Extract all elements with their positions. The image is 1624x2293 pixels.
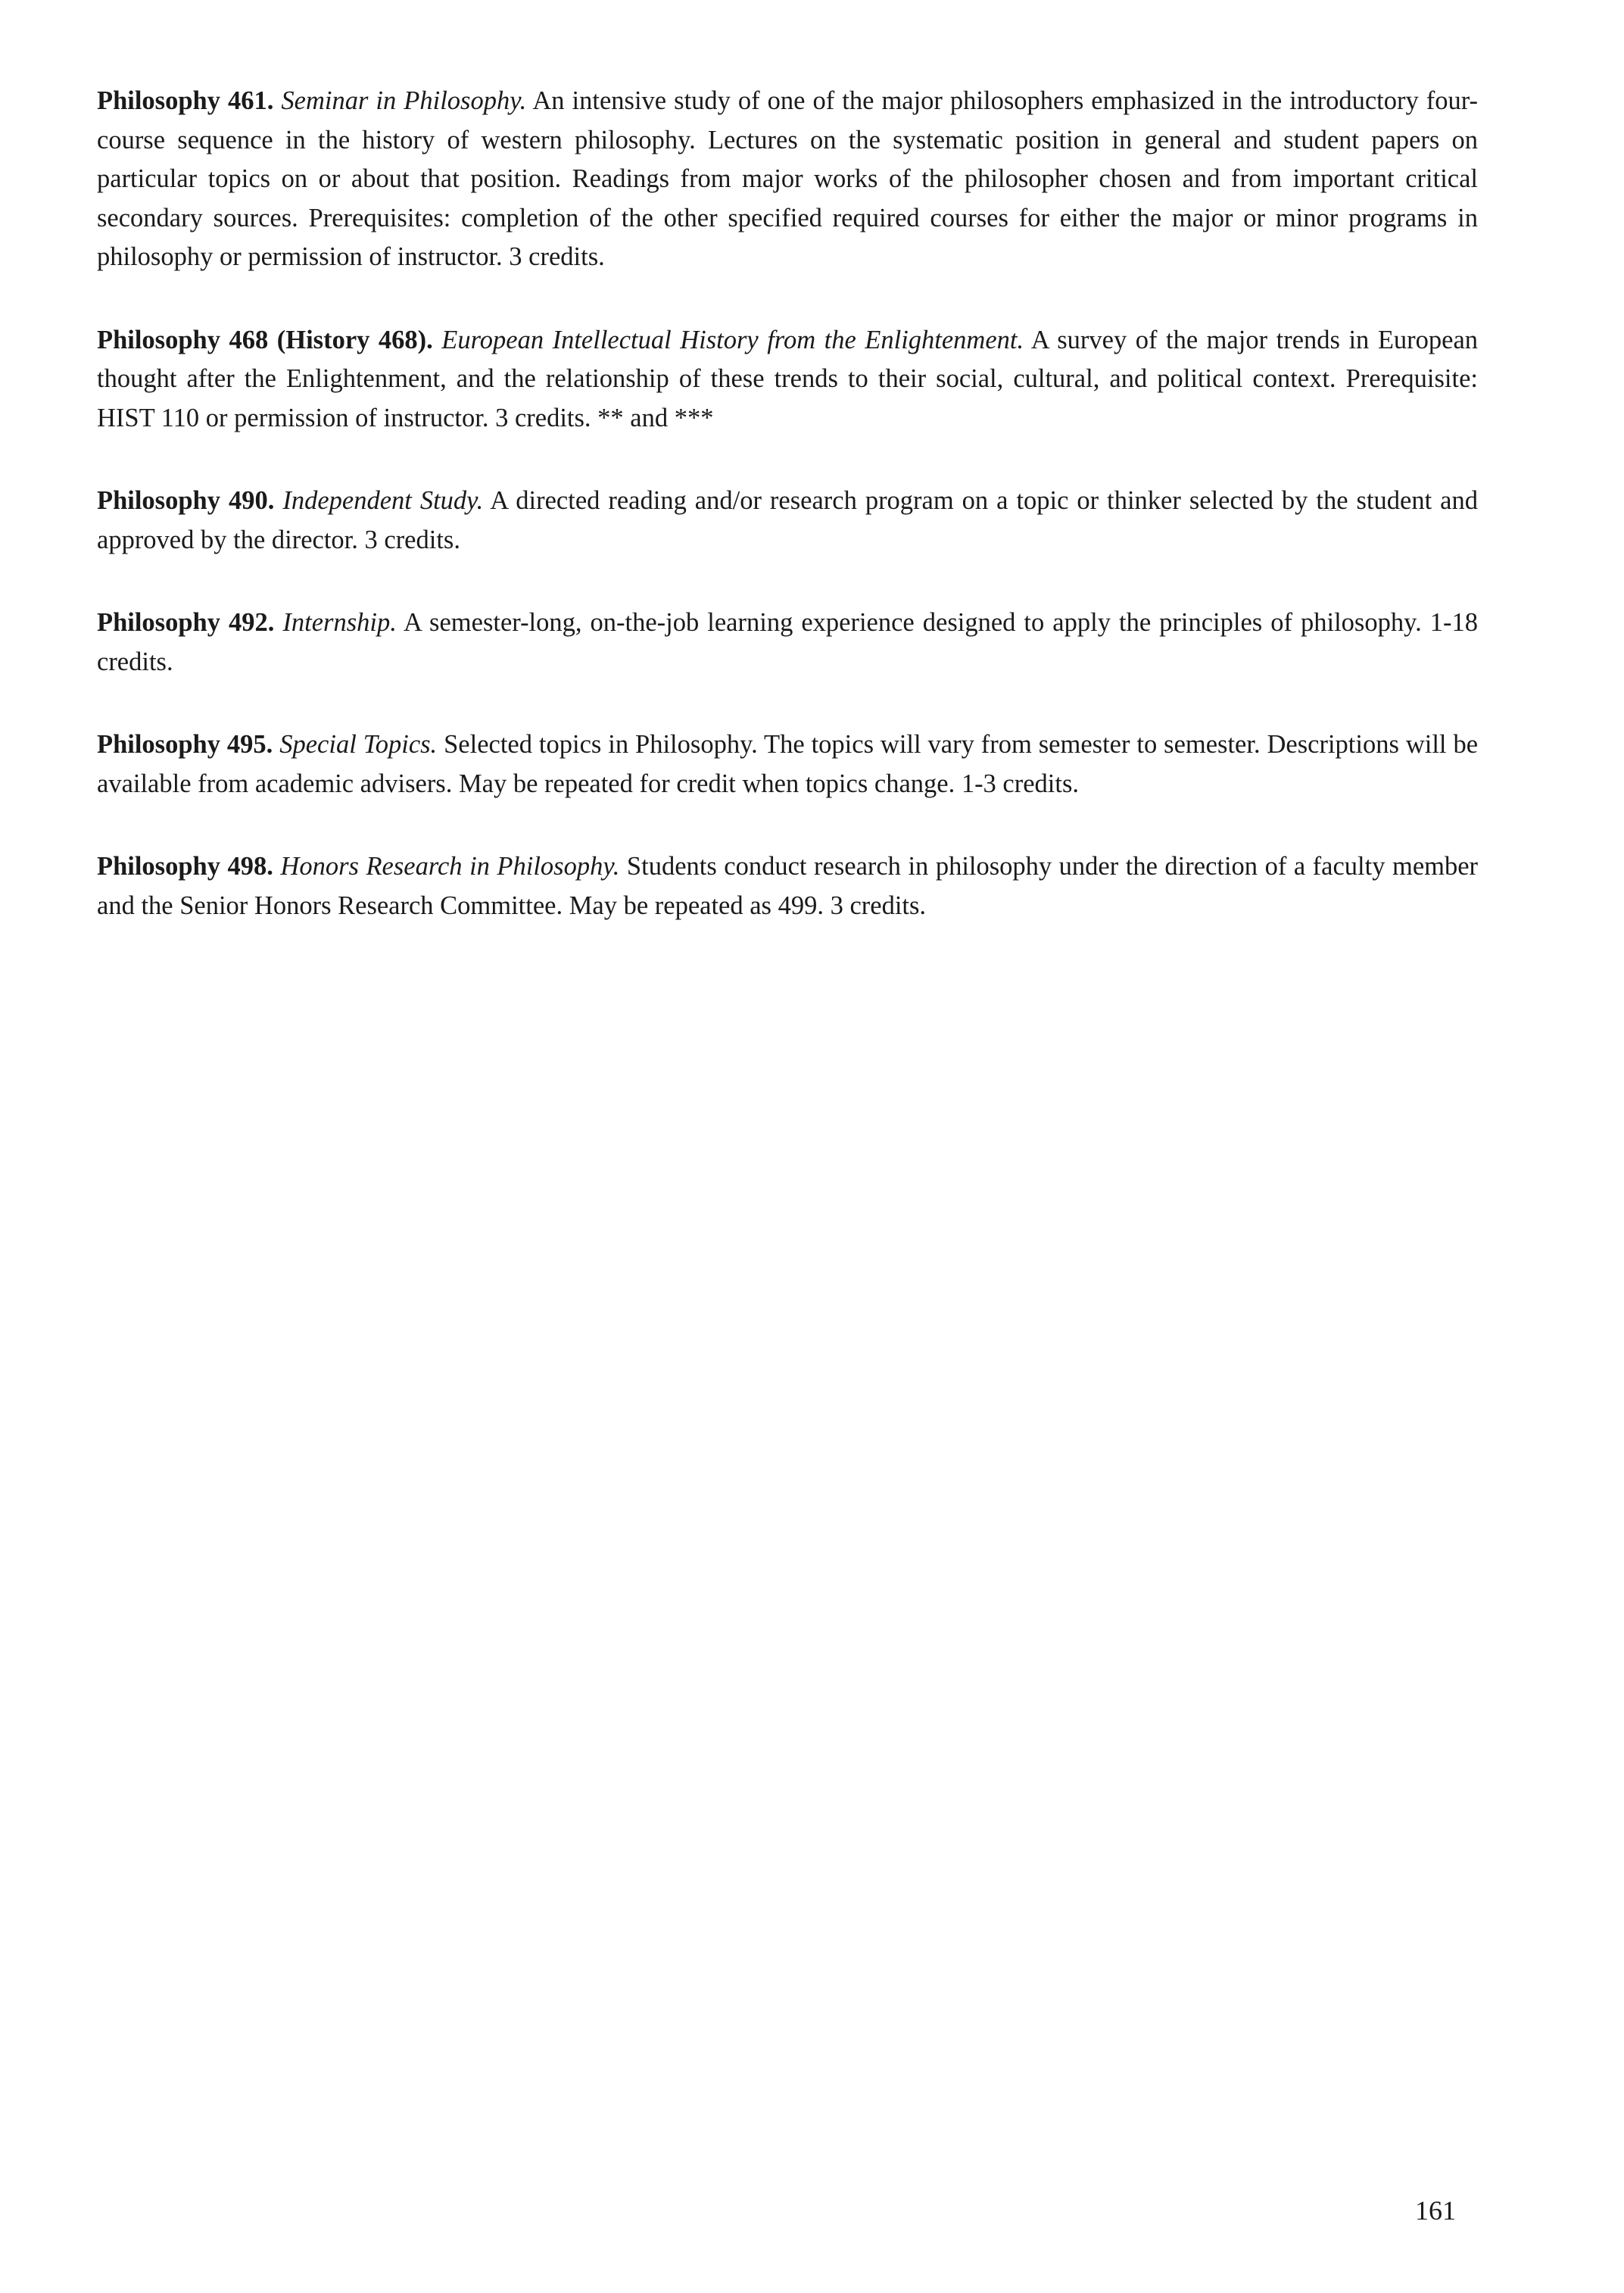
course-entry-490 bbox=[97, 482, 1478, 560]
course-title: European Intellectual History from the Enlightenment. bbox=[441, 325, 1024, 354]
course-description: A semester-long, on-the-job learning experience designed to apply the principles of philosophy. 1-18 credits. bbox=[97, 608, 1479, 676]
course-description: A directed reading and/or research program on a topic or thinker selected by the student and approved by the director. 3 credits. bbox=[97, 486, 1478, 554]
course-description: Students conduct research in philosophy under the direction of a faculty member and the Senior Honors Research Committee. May be repeated as 499. 3 credits. bbox=[97, 852, 1479, 920]
page-number: 161 bbox=[1415, 2195, 1456, 2226]
course-description: Selected topics in Philosophy. The topics will vary from semester to semester. Descriptions will be available from academic advisers. May be repeated for credit when topics change. 1-3 credits. bbox=[97, 730, 1479, 798]
course-title: Seminar in Philosophy. bbox=[281, 86, 527, 115]
course-title: Special Topics. bbox=[279, 730, 438, 759]
course-entry-495 bbox=[97, 725, 1478, 803]
course-number: Philosophy 461. bbox=[97, 86, 274, 115]
course-number: Philosophy 495. bbox=[97, 730, 273, 759]
course-number: Philosophy 492. bbox=[97, 608, 275, 637]
course-title: Internship. bbox=[282, 608, 397, 637]
course-entry-492 bbox=[97, 604, 1478, 682]
course-number: Philosophy 498. bbox=[97, 852, 273, 881]
course-description: A survey of the major trends in European thought after the Enlightenment, and the relationship of these trends to their social, cultural, and political context. Prerequisite: HIST 110 or permission of instructor. 3 credits. ** and *** bbox=[97, 325, 1479, 432]
course-entry-468 bbox=[97, 321, 1478, 438]
course-title: Independent Study. bbox=[282, 486, 484, 515]
course-number: Philosophy 490. bbox=[97, 486, 275, 515]
course-entry-498 bbox=[97, 847, 1478, 925]
course-listing bbox=[97, 82, 1478, 969]
course-title: Honors Research in Philosophy. bbox=[280, 852, 620, 881]
course-entry-461 bbox=[97, 82, 1478, 277]
course-description: An intensive study of one of the major philosophers emphasized in the introductory four-course sequence in the history of western philosophy. Lectures on the systematic position in general and student papers on particular topics on or about that position. Readings from major works of the philosopher chosen and from important critical secondary sources. Prerequisites: completion of the other specified required courses for either the major or minor programs in philosophy or permission of instructor. 3 credits. bbox=[97, 86, 1479, 271]
course-number: Philosophy 468 (History 468). bbox=[97, 325, 433, 354]
